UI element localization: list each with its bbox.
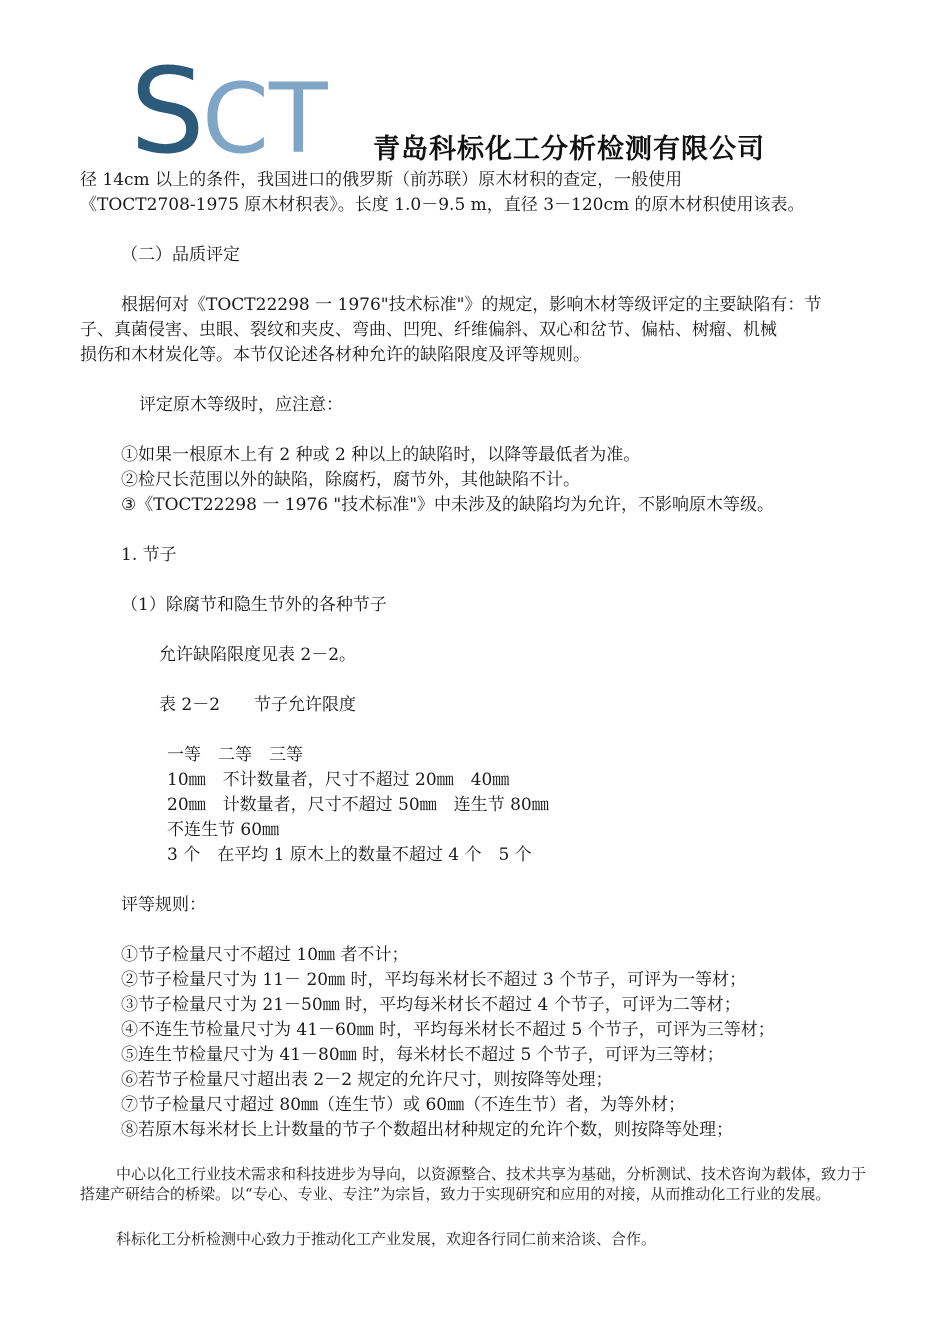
table-reference: 允许缺陷限度见表 2－2。	[159, 645, 357, 665]
note-item: ③《TOCT22298 一 1976 "技术标准"》中未涉及的缺陷均为允许，不影响原木等级。	[121, 495, 775, 515]
table-caption: 表 2－2 节子允许限度	[159, 695, 357, 715]
table-row: 3 个 在平均 1 原木上的数量不超过 4 个 5 个	[167, 845, 532, 865]
logo-letter-s: S	[130, 60, 205, 170]
note-item: ②检尺长范围以外的缺陷，除腐朽，腐节外，其他缺陷不计。	[121, 470, 580, 490]
rule-item: ④不连生节检量尺寸为 41－60㎜ 时，平均每米材长不超过 5 个节子，可评为三等材；	[121, 1020, 775, 1040]
subsection-subheading: （1）除腐节和隐生节外的各种节子	[121, 595, 387, 615]
company-name: 青岛科标化工分析检测有限公司	[373, 134, 765, 165]
table-row: 一等 二等 三等	[167, 745, 303, 765]
rule-item: ③节子检量尺寸为 21－50㎜ 时，平均每米材长不超过 4 个节子，可评为二等材；	[121, 995, 741, 1015]
paragraph-line: 《TOCT2708-1975 原木材积表》。长度 1.0－9.5 m，直径 3－120cm 的原木材积使用该表。	[80, 195, 805, 215]
paragraph-line: 根据何对《TOCT22298 一 1976"技术标准"》的规定，影响木材等级评定的主要缺陷有：节	[121, 295, 822, 315]
footer-paragraph: 科标化工分析检测中心致力于推动化工产业发展，欢迎各行同仁前来洽谈、合作。	[116, 1230, 657, 1248]
rule-item: ⑦节子检量尺寸超过 80㎜（连生节）或 60㎜（不连生节）者，为等外材；	[121, 1095, 686, 1115]
rules-title: 评等规则：	[121, 895, 206, 915]
logo-letters-ct: CT	[202, 63, 328, 170]
rule-item: ⑧若原木每米材长上计数量的节子个数超出材种规定的允许个数，则按降等处理；	[121, 1120, 733, 1140]
note-intro: 评定原木等级时，应注意：	[139, 395, 343, 415]
rule-item: ①节子检量尺寸不超过 10㎜ 者不计；	[121, 945, 409, 965]
table-row: 不连生节 60㎜	[167, 820, 280, 840]
rule-item: ⑤连生节检量尺寸为 41－80㎜ 时，每米材长不超过 5 个节子，可评为三等材；	[121, 1045, 724, 1065]
subsection-heading: 1. 节子	[121, 545, 177, 565]
rule-item: ②节子检量尺寸为 11－ 20㎜ 时，平均每米材长不超过 3 个节子，可评为一等材；	[121, 970, 747, 990]
rule-item: ⑥若节子检量尺寸超出表 2－2 规定的允许尺寸，则按降等处理；	[121, 1070, 613, 1090]
table-row: 10㎜ 不计数量者，尺寸不超过 20㎜ 40㎜	[167, 770, 510, 790]
table-row: 20㎜ 计数量者，尺寸不超过 50㎜ 连生节 80㎜	[167, 795, 549, 815]
paragraph-line: 径 14cm 以上的条件，我国进口的俄罗斯（前苏联）原木材积的查定，一般使用	[80, 170, 683, 190]
footer-paragraph: 中心以化工行业技术需求和科技进步为导向，以资源整合、技术共享为基础，分析测试、技术咨询为载体，致力于搭建产研结合的桥梁。以“专心、专业、专注”为宗旨，致力于实现研究和应用的对接，从而推动化工行业的发展。	[80, 1165, 867, 1203]
paragraph-line: 损伤和木材炭化等。本节仅论述各材种允许的缺陷限度及评等规则。	[80, 345, 590, 365]
note-item: ①如果一根原木上有 2 种或 2 种以上的缺陷时，以降等最低者为准。	[121, 445, 641, 465]
section-heading: （二）品质评定	[121, 245, 240, 265]
paragraph-line: 子、真菌侵害、虫眼、裂纹和夹皮、弯曲、凹兜、纤维偏斜、双心和岔节、偏枯、树瘤、机械	[80, 320, 777, 340]
company-logo	[130, 60, 830, 170]
